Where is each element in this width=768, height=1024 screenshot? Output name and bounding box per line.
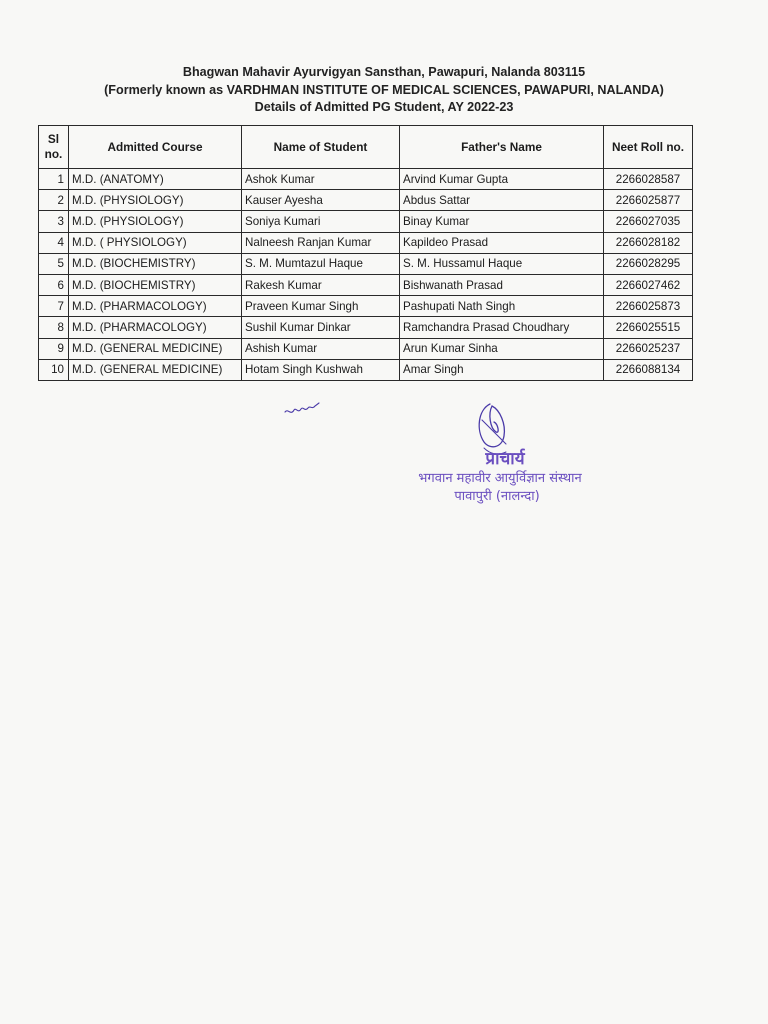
cell-course: M.D. (PHARMACOLOGY) (69, 317, 242, 338)
cell-father: Ramchandra Prasad Choudhary (400, 317, 604, 338)
cell-student: Kauser Ayesha (242, 190, 400, 211)
header-father-name: Father's Name (400, 126, 604, 169)
cell-father: Binay Kumar (400, 211, 604, 232)
document-header (0, 64, 768, 117)
cell-sl: 5 (39, 253, 69, 274)
students-table (38, 125, 693, 381)
cell-sl: 8 (39, 317, 69, 338)
cell-student: Ashok Kumar (242, 169, 400, 190)
header-sl-no: Sl no. (39, 126, 69, 169)
cell-father: Kapildeo Prasad (400, 232, 604, 253)
cell-father: Abdus Sattar (400, 190, 604, 211)
table-row (39, 169, 693, 190)
cell-course: M.D. (PHYSIOLOGY) (69, 190, 242, 211)
cell-sl: 4 (39, 232, 69, 253)
table-header-row (39, 126, 693, 169)
table-row (39, 253, 693, 274)
cell-roll: 2266025237 (604, 338, 693, 359)
cell-course: M.D. (PHYSIOLOGY) (69, 211, 242, 232)
former-name: (Formerly known as VARDHMAN INSTITUTE OF MEDICAL SCIENCES, PAWAPURI, NALANDA) (104, 82, 664, 97)
cell-roll: 2266028295 (604, 253, 693, 274)
header-admitted-course: Admitted Course (69, 126, 242, 169)
cell-roll: 2266088134 (604, 359, 693, 380)
cell-father: Pashupati Nath Singh (400, 296, 604, 317)
cell-roll: 2266025877 (604, 190, 693, 211)
handwritten-initial (283, 398, 323, 420)
cell-course: M.D. (BIOCHEMISTRY) (69, 274, 242, 295)
cell-course: M.D. (ANATOMY) (69, 169, 242, 190)
stamp-institute: भगवान महावीर आयुर्विज्ञान संस्थान (418, 471, 582, 486)
cell-student: Soniya Kumari (242, 211, 400, 232)
table-row (39, 232, 693, 253)
cell-course: M.D. (PHARMACOLOGY) (69, 296, 242, 317)
cell-course: M.D. ( PHYSIOLOGY) (69, 232, 242, 253)
cell-father: Bishwanath Prasad (400, 274, 604, 295)
header-student-name: Name of Student (242, 126, 400, 169)
table-row (39, 296, 693, 317)
cell-course: M.D. (GENERAL MEDICINE) (69, 338, 242, 359)
document-title: Details of Admitted PG Student, AY 2022-23 (254, 100, 514, 114)
table-row (39, 317, 693, 338)
header-neet-roll: Neet Roll no. (604, 126, 693, 169)
table-row (39, 274, 693, 295)
cell-roll: 2266028587 (604, 169, 693, 190)
cell-roll: 2266025515 (604, 317, 693, 338)
stamp-location: पावापुरी (नालन्दा) (454, 489, 540, 504)
stamp-title: प्राचार्य (485, 449, 525, 469)
cell-father: Arvind Kumar Gupta (400, 169, 604, 190)
cell-sl: 3 (39, 211, 69, 232)
table-row (39, 359, 693, 380)
cell-father: S. M. Hussamul Haque (400, 253, 604, 274)
table-row (39, 190, 693, 211)
principal-stamp (360, 448, 620, 506)
cell-sl: 2 (39, 190, 69, 211)
cell-roll: 2266028182 (604, 232, 693, 253)
cell-student: Rakesh Kumar (242, 274, 400, 295)
cell-student: Nalneesh Ranjan Kumar (242, 232, 400, 253)
cell-father: Amar Singh (400, 359, 604, 380)
cell-roll: 2266027462 (604, 274, 693, 295)
cell-father: Arun Kumar Sinha (400, 338, 604, 359)
cell-course: M.D. (BIOCHEMISTRY) (69, 253, 242, 274)
cell-course: M.D. (GENERAL MEDICINE) (69, 359, 242, 380)
cell-sl: 7 (39, 296, 69, 317)
table-row (39, 211, 693, 232)
cell-sl: 1 (39, 169, 69, 190)
cell-roll: 2266027035 (604, 211, 693, 232)
cell-sl: 10 (39, 359, 69, 380)
cell-sl: 6 (39, 274, 69, 295)
cell-student: Ashish Kumar (242, 338, 400, 359)
cell-student: Sushil Kumar Dinkar (242, 317, 400, 338)
cell-sl: 9 (39, 338, 69, 359)
cell-roll: 2266025873 (604, 296, 693, 317)
cell-student: S. M. Mumtazul Haque (242, 253, 400, 274)
table-row (39, 338, 693, 359)
cell-student: Hotam Singh Kushwah (242, 359, 400, 380)
institute-name: Bhagwan Mahavir Ayurvigyan Sansthan, Pawapuri, Nalanda 803115 (182, 65, 586, 79)
cell-student: Praveen Kumar Singh (242, 296, 400, 317)
